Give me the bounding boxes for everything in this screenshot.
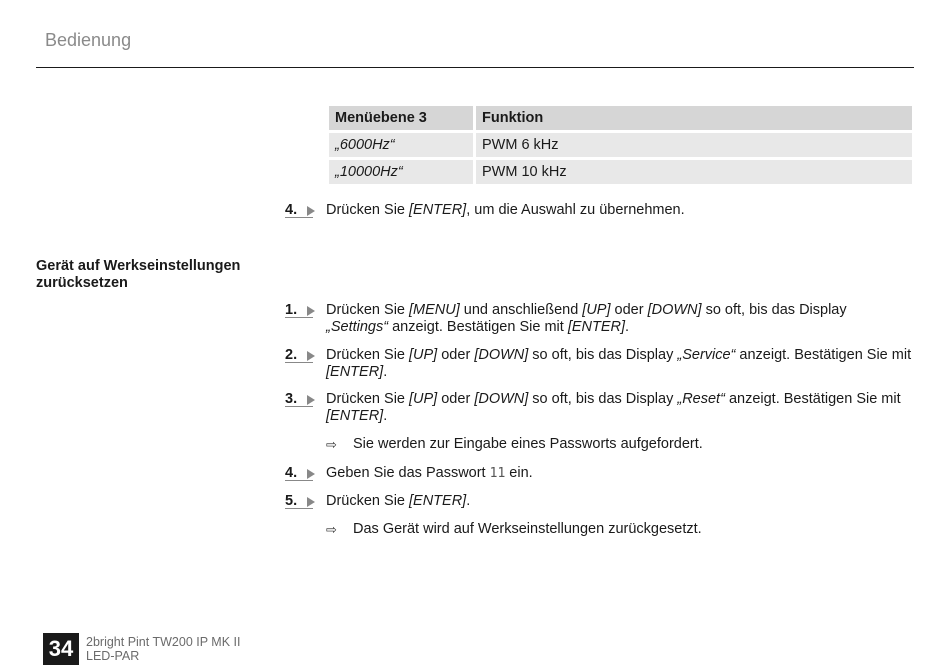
page-number: 34: [43, 633, 79, 665]
table-header-row: [329, 106, 912, 130]
result-arrow-icon: ⇨: [326, 522, 337, 537]
table-header-menu-level: Menüebene 3: [329, 106, 473, 130]
result-text: Das Gerät wird auf Werkseinstellungen zurückgesetzt.: [353, 521, 702, 537]
step-number: 1.: [285, 302, 323, 320]
step-arrow-icon: [307, 395, 315, 405]
table-cell-function: PWM 10 kHz: [476, 160, 912, 184]
step-text: Drücken Sie [ENTER], um die Auswahl zu übernehmen.: [326, 202, 685, 218]
header-divider: [36, 67, 914, 68]
step-number: 4.: [285, 202, 323, 220]
step-arrow-icon: [307, 351, 315, 361]
table-header-function: Funktion: [476, 106, 912, 130]
step-arrow-icon: [307, 306, 315, 316]
step-text: Geben Sie das Passwort 11 ein.: [326, 465, 533, 481]
table-cell-menu: „6000Hz“: [329, 133, 473, 157]
step-text: Drücken Sie [UP] oder [DOWN] so oft, bis das Display „Reset“ anzeigt. Bestätigen Sie mit [ENTER].: [326, 391, 901, 424]
result-text: Sie werden zur Eingabe eines Passworts aufgefordert.: [353, 436, 703, 452]
table-row: [329, 133, 912, 157]
step-number: 4.: [285, 465, 323, 483]
page-header-title: Bedienung: [45, 30, 132, 50]
table-row: [329, 160, 912, 184]
step-arrow-icon: [307, 206, 315, 216]
step-text: Drücken Sie [ENTER].: [326, 493, 471, 509]
table-cell-menu: „10000Hz“: [329, 160, 473, 184]
menu-level-table: [326, 103, 915, 187]
footer-product-line: LED-PAR: [86, 649, 140, 663]
section-heading: Gerät auf Werkseinstellungen zurücksetzen: [36, 258, 241, 291]
step-text: Drücken Sie [MENU] und anschließend [UP] oder [DOWN] so oft, bis das Display „Settings“ anzeigt. Bestätigen Sie mit [ENTER].: [326, 302, 847, 335]
password-code: 11: [489, 466, 506, 481]
table-cell-function: PWM 6 kHz: [476, 133, 912, 157]
step-number: 3.: [285, 391, 323, 409]
footer-product-line: 2bright Pint TW200 IP MK II: [86, 635, 241, 649]
footer-product-name: [86, 635, 240, 663]
result-arrow-icon: ⇨: [326, 437, 337, 452]
step-text: Drücken Sie [UP] oder [DOWN] so oft, bis das Display „Service“ anzeigt. Bestätigen Sie mit [ENTER].: [326, 347, 912, 380]
step-arrow-icon: [307, 469, 315, 479]
step-arrow-icon: [307, 497, 315, 507]
step-number: 2.: [285, 347, 323, 365]
step-number: 5.: [285, 493, 323, 511]
